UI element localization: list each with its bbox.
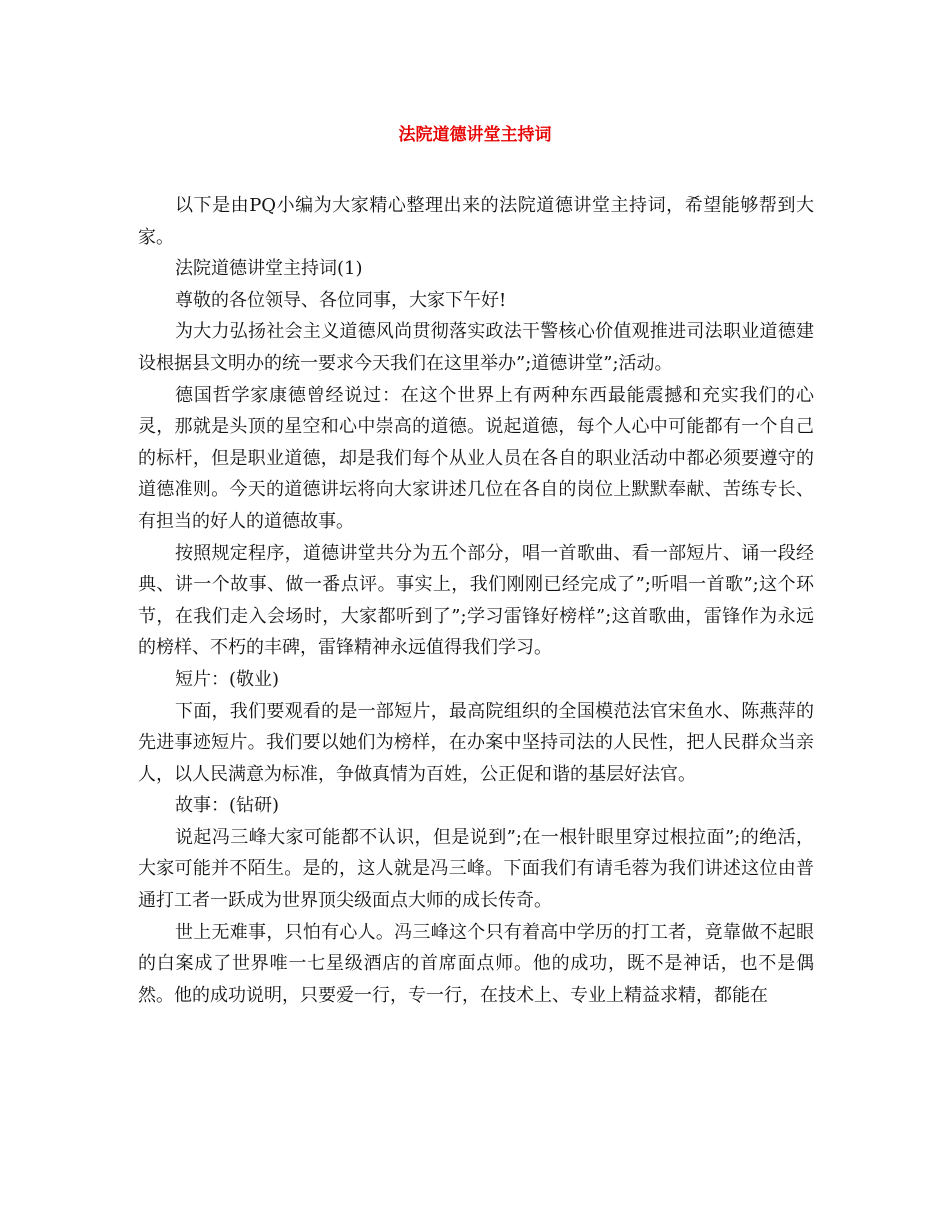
paragraph-short-film: 下面，我们要观看的是一部短片，最高院组织的全国模范法官宋鱼水、陈燕萍的先进事迹短片。我们要以她们为榜样，在办案中坚持司法的人民性，把人民群众当亲人，以人民满意为标准，争做真情为百姓，公正促和谐的基层好法官。 bbox=[138, 700, 814, 785]
paragraph-kant: 德国哲学家康德曾经说过：在这个世界上有两种东西最能震撼和充实我们的心灵，那就是头顶的星空和心中崇高的道德。说起道德，每个人心中可能都有一个自己的标杆，但是职业道德，却是我们每个从业人员在各自的职业活动中都必须要遵守的道德准则。今天的道德讲坛将向大家讲述几位在各自的岗位上默默奉献、苦练专长、有担当的好人的道德故事。 bbox=[138, 384, 814, 532]
paragraph-purpose: 为大力弘扬社会主义道德风尚贯彻落实政法干警核心价值观推进司法职业道德建设根据县文明办的统一要求今天我们在这里举办”;道德讲堂”;活动。 bbox=[138, 321, 814, 374]
section-heading-story: 故事：(钻研) bbox=[175, 795, 280, 817]
paragraph-conclusion: 世上无难事，只怕有心人。冯三峰这个只有着高中学历的打工者，竟靠做不起眼的白案成了世界唯一七星级酒店的首席面点师。他的成功，既不是神话，也不是偶然。他的成功说明，只要爱一行，专一行，在技术上、专业上精益求精，都能在 bbox=[138, 921, 814, 1006]
paragraph-intro: 以下是由PQ小编为大家精心整理出来的法院道德讲堂主持词，希望能够帮到大家。 bbox=[138, 195, 814, 248]
paragraph-story: 说起冯三峰大家可能都不认识，但是说到”;在一根针眼里穿过根拉面”;的绝活，大家可能并不陌生。是的，这人就是冯三峰。下面我们有请毛蓉为我们讲述这位由普通打工者一跃成为世界顶尖级面点大师的成长传奇。 bbox=[138, 826, 814, 912]
paragraph-greeting: 尊敬的各位领导、各位同事，大家下午好! bbox=[175, 289, 507, 311]
document-body bbox=[138, 190, 814, 1011]
paragraph-procedure: 按照规定程序，道德讲堂共分为五个部分，唱一首歌曲、看一部短片、诵一段经典、讲一个故事、做一番点评。事实上，我们刚刚已经完成了”;听唱一首歌”;这个环节，在我们走入会场时，大家都听到了”;学习雷锋好榜样”;这首歌曲，雷锋作为永远的榜样、不朽的丰碑，雷锋精神永远值得我们学习。 bbox=[138, 542, 814, 659]
section-heading-1: 法院道德讲堂主持词(1) bbox=[175, 258, 363, 280]
document-title: 法院道德讲堂主持词 bbox=[398, 125, 552, 145]
section-heading-short-film: 短片：(敬业) bbox=[175, 668, 280, 690]
